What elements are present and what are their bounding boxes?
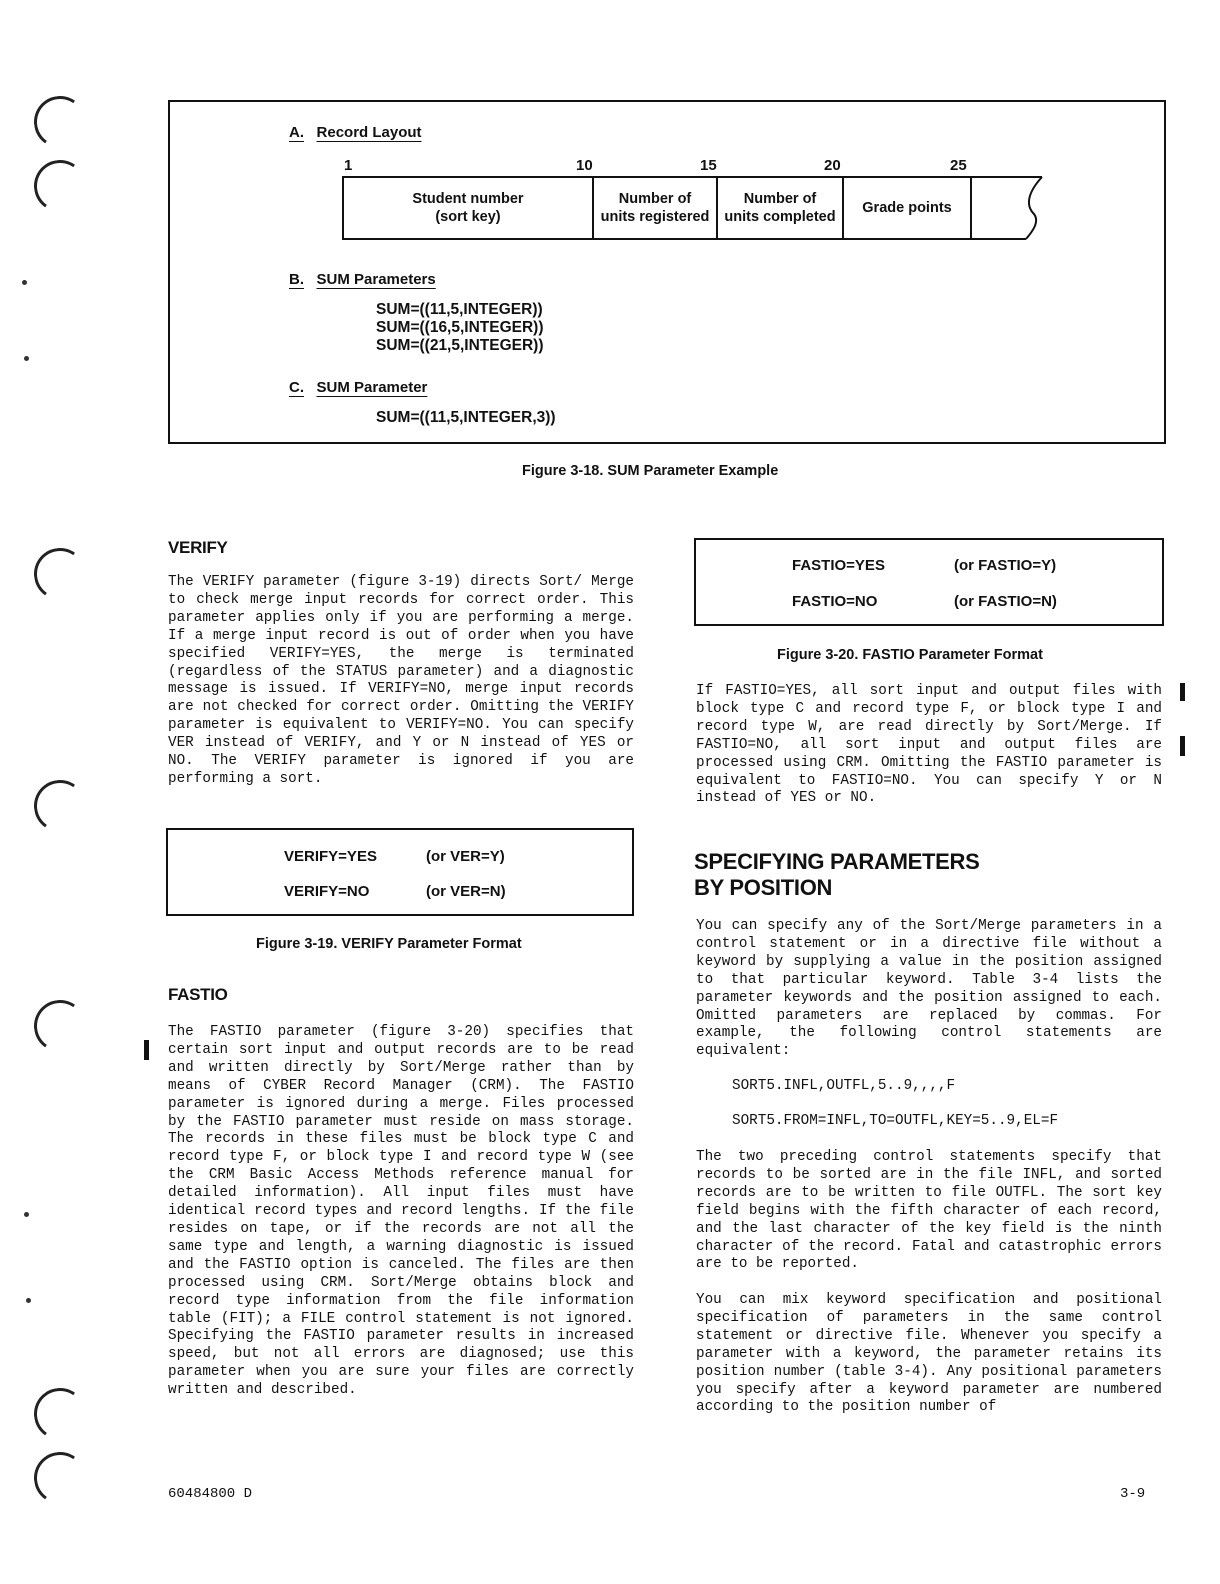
position-para-2: The two preceding control statements specify that records to be sorted are in the file INFL, and sorted records are to be written to file OUTFL. The sort key field begins with the fifth character of each record, and the last character of the key field is the ninth character of the record. Fatal and catastrophic errors are to be reported.: [696, 1149, 1162, 1273]
binder-hole-mark: [30, 544, 90, 604]
binder-hole-mark: [30, 1448, 90, 1508]
change-bar: [1180, 683, 1185, 701]
verify-format-left: VERIFY=YES: [284, 848, 377, 865]
code-example-2: SORT5.FROM=INFL,TO=OUTFL,KEY=5..9,EL=F: [732, 1113, 1059, 1129]
section-a-title: Record Layout: [316, 124, 422, 141]
record-field-units-registered: Number of units registered: [592, 176, 718, 240]
binder-hole-mark: [30, 776, 90, 836]
record-continuation-break: [970, 176, 1050, 242]
section-c-letter: C.: [289, 379, 304, 396]
position-heading-line-1: SPECIFYING PARAMETERS: [694, 849, 980, 874]
column-number: 15: [700, 157, 717, 174]
sum-line: SUM=((11,5,INTEGER)): [376, 301, 543, 318]
position-para-1: You can specify any of the Sort/Merge parameters in a control statement or in a directive file without a keyword by supplying a value in the position assigned to that particular keyword. Table 3-4 lists the parameter keywords and the position assigned to each. Omitted parameters are replaced by commas. For example, the following control statements are equivalent:: [696, 918, 1162, 1060]
verify-format-left: VERIFY=NO: [284, 883, 370, 900]
fastio-heading: FASTIO: [168, 985, 228, 1004]
column-number: 1: [344, 157, 353, 174]
sum-line: SUM=((21,5,INTEGER)): [376, 337, 544, 354]
sum-line: SUM=((11,5,INTEGER,3)): [376, 409, 556, 426]
binder-hole-mark: [30, 92, 90, 152]
verify-format-box: [166, 828, 634, 916]
fastio-body: The FASTIO parameter (figure 3-20) specifies that certain sort input and output records are to be read and written directly by Sort/Merge rather than by means of CYBER Record Manager (CRM). The FASTIO parameter is ignored during a merge. Files processed by the FASTIO parameter must reside on mass storage. The records in these files must be block type C and record type F, or block type I and record type W (see the CRM Basic Access Methods reference manual for detailed information). All input files must have identical record types and record lengths. If the file resides on tape, or if the records are not all the same type and length, a warning diagnostic is issued and the FASTIO option is canceled. The files are then processed using CRM. Sort/Merge obtains block and record type information from the file information table (FIT); a FILE control statement is not ignored. Specifying the FASTIO parameter results in increased speed, but not all errors are diagnosed; use this parameter when you are sure your files are correctly written and described.: [168, 1024, 634, 1399]
margin-dot: [22, 280, 27, 285]
margin-dot: [26, 1298, 31, 1303]
section-b-title: SUM Parameters: [316, 271, 436, 288]
position-heading: [694, 849, 979, 901]
fastio-format-right: (or FASTIO=Y): [954, 557, 1057, 574]
binder-hole-mark: [30, 156, 90, 216]
section-c-title: SUM Parameter: [316, 379, 428, 396]
column-number: 20: [824, 157, 841, 174]
position-para-3: You can mix keyword specification and positional specification of parameters in the same control statement or directive file. Whenever you specify a parameter with a keyword, the parameter retains its position number (table 3-4). Any positional parameters you specify after a keyword parameter are numbered according to the position number of: [696, 1292, 1162, 1416]
record-field-student-number: Student number (sort key): [342, 176, 594, 240]
section-b-label: [289, 271, 436, 288]
record-field-grade-points: Grade points: [842, 176, 972, 240]
sum-line: SUM=((16,5,INTEGER)): [376, 319, 544, 336]
position-heading-line-2: BY POSITION: [694, 875, 833, 900]
fastio-format-left: FASTIO=YES: [792, 557, 885, 574]
fastio-body-2: If FASTIO=YES, all sort input and output files with block type C and record type F, or block type I and record type W, are read directly by Sort/Merge. If FASTIO=NO, all sort input and output files are processed using CRM. Omitting the FASTIO parameter is equivalent to FASTIO=NO. You can specify Y or N instead of YES or NO.: [696, 683, 1162, 807]
document-number: 60484800 D: [168, 1486, 253, 1502]
section-a-label: [289, 124, 422, 141]
binder-hole-mark: [30, 996, 90, 1056]
code-example-1: SORT5.INFL,OUTFL,5..9,,,,F: [732, 1078, 956, 1094]
column-number: 25: [950, 157, 967, 174]
column-number: 10: [576, 157, 593, 174]
figure-3-18-caption: Figure 3-18. SUM Parameter Example: [522, 463, 779, 479]
page-number: 3-9: [1120, 1486, 1146, 1502]
verify-format-right: (or VER=Y): [426, 848, 505, 865]
change-bar: [1180, 736, 1185, 756]
fastio-format-right: (or FASTIO=N): [954, 593, 1057, 610]
verify-body: The VERIFY parameter (figure 3-19) directs Sort/ Merge to check merge input records for correct order. This parameter applies only if you are performing a merge. If a merge input record is out of order when you have specified VERIFY=YES, the merge is terminated (regardless of the STATUS parameter) and a diagnostic message is issued. If VERIFY=NO, merge input records are not checked for correct order. Omitting the VERIFY parameter is equivalent to VERIFY=NO. You can specify VER instead of VERIFY, and Y or N instead of YES or NO. The VERIFY parameter is ignored if you are performing a sort.: [168, 574, 634, 787]
margin-dot: [24, 1212, 29, 1217]
section-c-label: [289, 379, 427, 396]
figure-3-20-caption: Figure 3-20. FASTIO Parameter Format: [777, 647, 1043, 663]
section-b-letter: B.: [289, 271, 304, 288]
fastio-format-box: [694, 538, 1164, 626]
section-a-letter: A.: [289, 124, 304, 141]
binder-hole-mark: [30, 1384, 90, 1444]
fastio-format-left: FASTIO=NO: [792, 593, 878, 610]
change-bar: [144, 1040, 149, 1060]
record-field-units-completed: Number of units completed: [716, 176, 844, 240]
figure-3-19-caption: Figure 3-19. VERIFY Parameter Format: [256, 936, 522, 952]
verify-format-right: (or VER=N): [426, 883, 506, 900]
verify-heading: VERIFY: [168, 538, 228, 557]
margin-dot: [24, 356, 29, 361]
